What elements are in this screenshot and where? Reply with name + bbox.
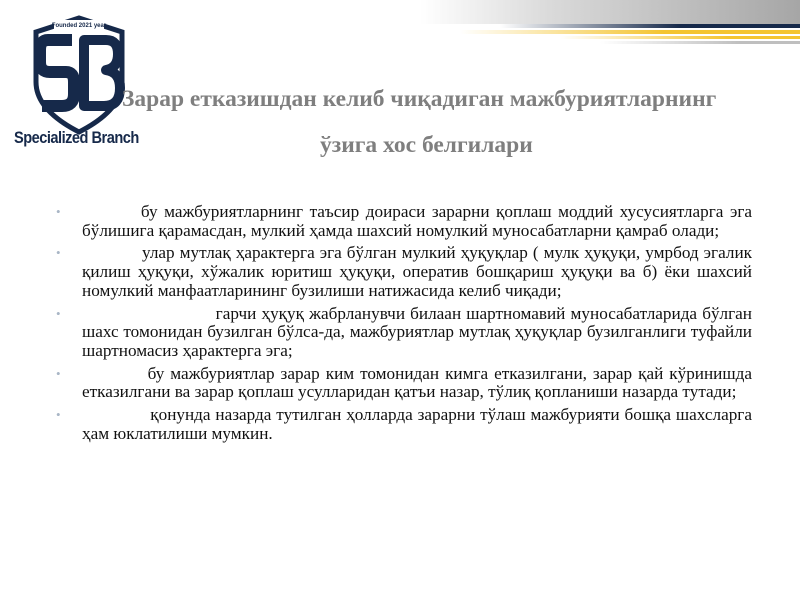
stripe-gray xyxy=(420,0,800,24)
bullet-icon: • xyxy=(56,305,61,321)
bullet-icon: • xyxy=(56,365,61,381)
list-item-text: қонунда назарда тутилган ҳолларда зарарни тўлаш мажбурияти бошқа шахсларга ҳам юклатилиши мумкин. xyxy=(82,405,752,443)
stripe-yellow xyxy=(460,30,800,34)
list-item xyxy=(56,244,752,300)
stripe-navy xyxy=(500,24,800,28)
list-item xyxy=(56,406,752,443)
logo-top-text: Founded 2021 year xyxy=(51,23,107,29)
list-item-text: бу мажбуриятлар зарар ким томонидан кимга етказилгани, зарар қай кўринишда етказилгани ва зарар қоплаш усулларидан қатъи назар, тўлиқ қопланиши назарда тутади; xyxy=(82,363,752,402)
bullet-icon: • xyxy=(56,204,61,219)
bullet-icon: • xyxy=(56,245,61,261)
list-item xyxy=(56,203,752,240)
list-item xyxy=(56,365,752,402)
list-item-text: гарчи ҳуқуқ жабрланувчи билаан шартномавий муносабатларида бўлган шахс томонидан бузилган бўлса-да, мажбуриятлар мутлақ ҳуқуқлар бузилганлиги туфайли шартномасиз ҳарактерга эга; xyxy=(82,303,752,360)
bullet-list xyxy=(56,203,752,447)
list-item xyxy=(56,305,752,361)
page-title: Зарар етказишдан келиб чиқадиган мажбуриятларнинг xyxy=(122,86,717,112)
list-item-text: бу мажбуриятларнинг таъсир доираси зарарни қоплаш моддий хусусиятларга эга бўлишига қарамасдан, мулкий ҳамда шахсий номулкий муносабатларни қамраб олади; xyxy=(82,202,752,240)
page-subtitle: ўзига хос белгилари xyxy=(320,132,533,158)
bullet-icon: • xyxy=(56,407,61,423)
logo-caption: Specialized Branch xyxy=(14,128,139,147)
stripe-yellow-2 xyxy=(560,36,800,39)
sb-shield-logo-icon xyxy=(14,10,144,135)
stripe-gray-2 xyxy=(600,41,800,44)
list-item-text: улар мутлақ ҳарактерга эга бўлган мулкий ҳуқуқлар ( мулк ҳуқуқи, умрбод эгалик қилиш ҳуқуқи, хўжалик юритиш ҳуқуқи, оператив бошқариш ҳуқуқи ва б) ёки шахсий номулкий манфаатларининг бузилиши натижасида келиб чиқади; xyxy=(82,243,752,300)
